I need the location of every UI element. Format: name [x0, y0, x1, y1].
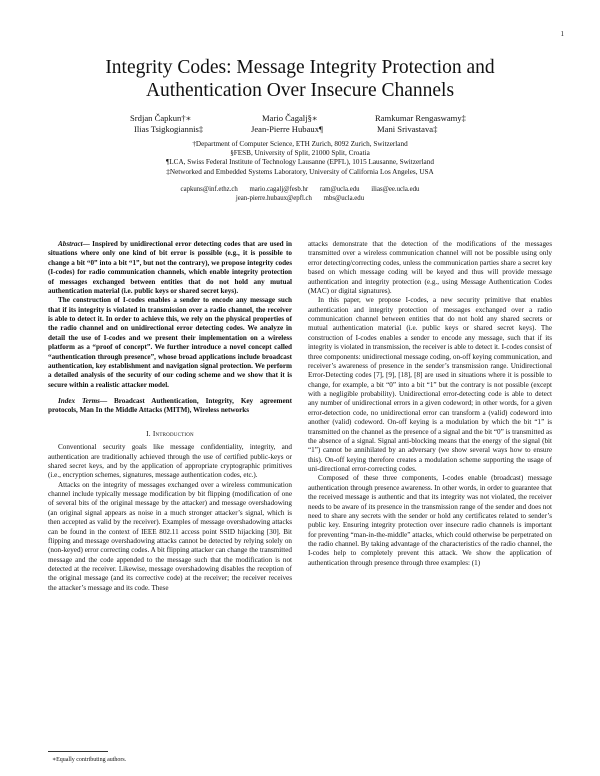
section-number: I. [146, 428, 151, 438]
author-name: Srdjan Čapkun†∗ [130, 113, 192, 123]
email-address[interactable]: mbs@ucla.edu [323, 195, 365, 203]
author-name: Ramkumar Rengaswamy‡ [375, 113, 466, 123]
email-address[interactable]: capkuns@inf.ethz.ch [180, 186, 238, 193]
body-paragraph: Conventional security goals like message confidentiality, integrity, and authentication are traditionally achieved through the use of certified public-keys or shared secret keys, and by the application of appropriate cryptographic primitives (i.e., encryption schemes, signatures, message authentication codes, etc.). [48, 443, 292, 480]
affiliation-line: †Department of Computer Science, ETH Zurich, 8092 Zurich, Switzerland [192, 140, 408, 148]
author-name: Ilias Tsigkogiannis‡ [134, 124, 204, 134]
section-heading [48, 429, 292, 438]
affiliation-line: ‡Networked and Embedded Systems Laboratory, University of California Los Angeles, USA [166, 167, 434, 176]
email-list [0, 185, 600, 203]
affiliation-line: ¶LCA, Swiss Federal Institute of Technology Lausanne (EPFL), 1015 Lausanne, Switzerland [166, 158, 434, 167]
index-terms-label: Index Terms [58, 397, 100, 405]
paper-title [0, 56, 600, 102]
body-paragraph: Composed of these three components, I-codes enable (broadcast) message authentication through presence awareness. In other words, in order to guarantee that the received message is authentic and that its integrity was not violated, the receiver needs to be aware of its presence in the transmission range of the sender and does not need to share any secrets with the sender or hold any certificates related to sender’s public key. Ensuring integrity protection over insecure radio channels is important for preventing “man-in-the-middle” attacks, which could otherwise be perpetrated on the radio channel. By taking advantage of the characteristics of the radio channel, the I-codes help to completely prevent this attack. We show the application of authentication through presence through three examples: (1) [308, 474, 552, 567]
body-paragraph: attacks demonstrate that the detection of the modifications of the messages transmitted over a wireless communication channel will not be possible using only error detecting/correcting codes, unless the communication parties share a secret key based on which message coding will be keyed and thus will provide message authentication and integrity protection (e.g., using Message Authentication Codes (MAC) or digital signatures). [308, 240, 552, 295]
abstract-paragraph: — Inspired by unidirectional error detecting codes that are used in situations where only one kind of bit error is possible (e.g., it is possible to change a bit “0” into a bit “1”, but not the contrary), we propose integrity codes (I-codes) for radio communication channels, which enable integrity protection of messages exchanged between entities that do not hold any mutual authentication material (i.e. public keys or shared secret keys). [48, 240, 292, 295]
email-address[interactable]: jean-pierre.hubaux@epfl.ch [235, 195, 312, 203]
body-paragraph: In this paper, we propose I-codes, a new security primitive that enables authentication and integrity protection of messages exchanged over a radio communication channel between entities that do not hold any shared secrets or mutual authentication material (i.e. public keys or shared secret keys). The construction of I-codes enables a sender to encode any message, such that if its integrity is violated in transmission, the receiver is able to detect it. I-codes consist of three components: unidirectional message coding, on-off keying communication, and receiver’s awareness of presence in the sender’s transmission range. Unidirectional Error-Detecting codes [7], [9], [18], [8] are used in situations where it is possible to change, for example, a bit “0” into a bit “1” but the contrary is not possible (except with a negligible probability). Unidirectional error-detecting code is able to detect any number of unidirectional errors in a given codeword; in other words, for a given error-detection code, no unidirectional error can transform a (valid) codeword into another (valid) codeword. On-off keying is a modulation by which the bit “1” is transmitted on the channel as the presence of a signal and the bit “0” is transmitted as the absence of a signal. Signal anti-blocking means that the energy of the signal (bit “1”) cannot be annihilated by an adversary (we show several ways how to ensure this). On-off keying therefore creates a modulation scheme supporting the usage of uni-directional error-correcting codes. [308, 296, 552, 473]
page-number: 1 [560, 30, 564, 38]
email-address[interactable]: mario.cagalj@fesb.hr [249, 186, 309, 193]
author-name: Jean-Pierre Hubaux¶ [251, 124, 323, 134]
abstract-label: Abstract [58, 240, 83, 248]
abstract-paragraph: The construction of I-codes enables a sender to encode any message such that if its integrity is violated in transmission over a radio channel, the receiver is able to detect it. In order to achieve this, we rely on the physical properties of the radio channel and on unidirectional error detecting codes. We analyze in detail the use of I-codes and we present their implementation on a wireless platform as a “proof of concept”. We further introduce a novel concept called “authentication through presence”, whose broad applications include broadcast authentication, key establishment and navigation signal protection. We perform a detailed analysis of the security of our coding scheme and we show that it is secure within a realistic attacker model. [48, 296, 292, 389]
section-title: Introduction [152, 428, 194, 438]
affiliations [0, 140, 600, 177]
email-address[interactable]: ram@ucla.edu [319, 186, 360, 193]
email-address[interactable]: ilias@ee.ucla.edu [371, 186, 420, 193]
affiliation-line: §FESB, University of Split, 21000 Split, Croatia [230, 149, 370, 158]
footnote: ∗Equally contributing authors. [52, 757, 127, 763]
author-name: Mani Srivastava‡ [377, 124, 438, 134]
footnote-rule [48, 751, 108, 752]
author-name: Mario Čagalj§∗ [262, 113, 318, 123]
left-column [48, 240, 292, 593]
body-paragraph: Attacks on the integrity of messages exchanged over a wireless communication channel include typically message modification by bit flipping (modification of one of several bits of the original message by the attacker) and message overshadowing (an original signal appears as noise in a much stronger attacker’s signal, which is then accepted as valid by the receiver). Examples of message overshadowing attacks can be found in the context of IEEE 802.11 access point SSID hijacking [30]. Bit flipping and message overshadowing attacks cannot be detected by relying solely on (non-keyed) error correcting codes. A bit flipping attacker can change the transmitted message and the code appended to the message such that the modification is not detected at the receiver. Likewise, message overshadowing disables the reception of the original message (and its corrective code) at the receiver; the receiver receives the attacker’s message and its code. These [48, 480, 292, 592]
index-terms [48, 397, 292, 416]
right-column [308, 240, 552, 568]
index-terms-text: — Broadcast Authentication, Integrity, Key agreement protocols, Man In the Middle Attacks (MITM), Wireless networks [48, 397, 292, 415]
author-block [0, 113, 600, 135]
abstract [48, 240, 292, 390]
title-line-2: Authentication Over Insecure Channels [145, 80, 455, 101]
title-line-1: Integrity Codes: Message Integrity Protection and [105, 57, 495, 78]
